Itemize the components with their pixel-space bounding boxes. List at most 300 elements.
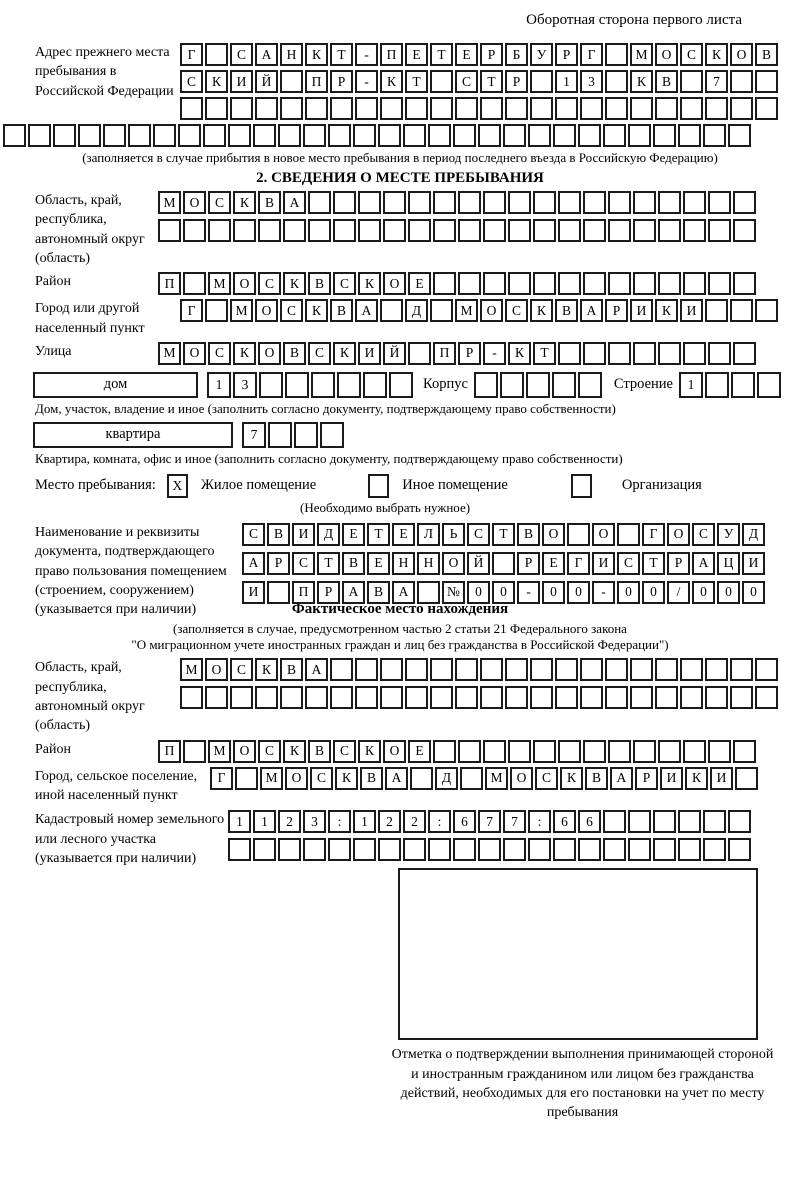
char-box[interactable] <box>605 97 628 120</box>
char-box[interactable]: И <box>358 342 381 365</box>
char-box[interactable] <box>633 740 656 763</box>
char-box[interactable]: С <box>333 272 356 295</box>
char-box[interactable] <box>628 838 651 861</box>
char-box[interactable] <box>733 272 756 295</box>
char-box[interactable]: 2 <box>278 810 301 833</box>
char-box[interactable] <box>267 581 290 604</box>
char-box[interactable] <box>235 767 258 790</box>
char-box[interactable] <box>408 342 431 365</box>
char-box[interactable] <box>708 272 731 295</box>
char-box[interactable] <box>505 97 528 120</box>
char-box[interactable] <box>405 686 428 709</box>
char-box[interactable] <box>705 372 729 398</box>
char-box[interactable]: К <box>255 658 278 681</box>
char-box[interactable] <box>630 686 653 709</box>
char-box[interactable]: Е <box>542 552 565 575</box>
char-box[interactable] <box>328 838 351 861</box>
char-box[interactable]: Г <box>180 43 203 66</box>
char-box[interactable] <box>355 97 378 120</box>
char-box[interactable]: Т <box>492 523 515 546</box>
char-box[interactable] <box>678 838 701 861</box>
char-box[interactable]: 3 <box>233 372 257 398</box>
char-box[interactable] <box>378 124 401 147</box>
char-box[interactable] <box>453 124 476 147</box>
char-box[interactable]: О <box>233 740 256 763</box>
char-box[interactable]: Й <box>255 70 278 93</box>
char-box[interactable] <box>3 124 26 147</box>
char-box[interactable]: С <box>535 767 558 790</box>
char-box[interactable]: 1 <box>353 810 376 833</box>
char-box[interactable] <box>158 219 181 242</box>
char-box[interactable] <box>683 740 706 763</box>
char-box[interactable] <box>755 299 778 322</box>
char-box[interactable] <box>730 70 753 93</box>
char-box[interactable]: Е <box>342 523 365 546</box>
char-box[interactable]: А <box>255 43 278 66</box>
char-box[interactable]: Р <box>317 581 340 604</box>
char-box[interactable] <box>205 97 228 120</box>
char-box[interactable] <box>533 272 556 295</box>
char-box[interactable]: К <box>705 43 728 66</box>
char-box[interactable]: В <box>342 552 365 575</box>
char-box[interactable] <box>628 810 651 833</box>
char-box[interactable]: В <box>308 740 331 763</box>
char-box[interactable]: К <box>685 767 708 790</box>
char-box[interactable] <box>380 299 403 322</box>
char-box[interactable] <box>555 658 578 681</box>
char-box[interactable] <box>480 97 503 120</box>
char-box[interactable]: В <box>360 767 383 790</box>
char-box[interactable]: А <box>283 191 306 214</box>
char-box[interactable] <box>228 838 251 861</box>
char-box[interactable]: К <box>358 272 381 295</box>
char-box[interactable] <box>363 372 387 398</box>
char-box[interactable]: 0 <box>467 581 490 604</box>
char-box[interactable]: 6 <box>578 810 601 833</box>
char-box[interactable] <box>353 838 376 861</box>
char-box[interactable]: Е <box>455 43 478 66</box>
char-box[interactable]: Т <box>480 70 503 93</box>
char-box[interactable] <box>578 838 601 861</box>
char-box[interactable]: К <box>283 272 306 295</box>
char-box[interactable] <box>233 219 256 242</box>
char-box[interactable]: К <box>358 740 381 763</box>
char-box[interactable] <box>735 767 758 790</box>
char-box[interactable]: Ц <box>717 552 740 575</box>
char-box[interactable]: С <box>310 767 333 790</box>
char-box[interactable]: А <box>355 299 378 322</box>
char-box[interactable] <box>678 124 701 147</box>
char-box[interactable] <box>708 191 731 214</box>
char-box[interactable]: С <box>208 342 231 365</box>
char-box[interactable] <box>320 422 344 448</box>
char-box[interactable]: О <box>667 523 690 546</box>
char-box[interactable]: В <box>280 658 303 681</box>
char-box[interactable]: Д <box>742 523 765 546</box>
char-box[interactable]: О <box>480 299 503 322</box>
char-box[interactable]: Р <box>605 299 628 322</box>
char-box[interactable]: В <box>517 523 540 546</box>
char-box[interactable]: Т <box>367 523 390 546</box>
char-box[interactable] <box>328 124 351 147</box>
char-box[interactable] <box>705 97 728 120</box>
char-box[interactable] <box>508 740 531 763</box>
char-box[interactable]: - <box>355 43 378 66</box>
char-box[interactable] <box>533 219 556 242</box>
char-box[interactable]: К <box>333 342 356 365</box>
char-box[interactable]: Н <box>280 43 303 66</box>
char-box[interactable] <box>455 658 478 681</box>
char-box[interactable] <box>583 219 606 242</box>
char-box[interactable] <box>430 658 453 681</box>
char-box[interactable]: Е <box>392 523 415 546</box>
char-box[interactable] <box>683 219 706 242</box>
char-box[interactable] <box>683 342 706 365</box>
char-box[interactable]: С <box>230 43 253 66</box>
char-box[interactable] <box>358 219 381 242</box>
dom-value-box[interactable]: дом <box>33 372 198 398</box>
char-box[interactable]: И <box>242 581 265 604</box>
char-box[interactable] <box>603 124 626 147</box>
char-box[interactable] <box>730 299 753 322</box>
char-box[interactable]: С <box>180 70 203 93</box>
char-box[interactable] <box>305 97 328 120</box>
char-box[interactable] <box>483 191 506 214</box>
char-box[interactable]: О <box>730 43 753 66</box>
char-box[interactable]: В <box>655 70 678 93</box>
char-box[interactable] <box>505 658 528 681</box>
char-box[interactable] <box>555 97 578 120</box>
char-box[interactable] <box>708 740 731 763</box>
char-box[interactable] <box>460 767 483 790</box>
char-box[interactable] <box>433 219 456 242</box>
char-box[interactable]: О <box>255 299 278 322</box>
char-box[interactable] <box>508 272 531 295</box>
char-box[interactable]: М <box>485 767 508 790</box>
char-box[interactable]: 3 <box>580 70 603 93</box>
char-box[interactable]: 2 <box>378 810 401 833</box>
char-box[interactable] <box>410 767 433 790</box>
char-box[interactable] <box>230 686 253 709</box>
char-box[interactable]: С <box>258 740 281 763</box>
char-box[interactable]: К <box>508 342 531 365</box>
char-box[interactable] <box>658 191 681 214</box>
char-box[interactable] <box>433 191 456 214</box>
char-box[interactable] <box>608 191 631 214</box>
char-box[interactable] <box>583 272 606 295</box>
char-box[interactable] <box>430 686 453 709</box>
char-box[interactable] <box>633 272 656 295</box>
char-box[interactable]: Р <box>667 552 690 575</box>
char-box[interactable] <box>552 372 576 398</box>
char-box[interactable] <box>430 97 453 120</box>
char-box[interactable] <box>433 272 456 295</box>
char-box[interactable] <box>655 658 678 681</box>
char-box[interactable] <box>558 191 581 214</box>
char-box[interactable]: В <box>267 523 290 546</box>
char-box[interactable]: Р <box>517 552 540 575</box>
char-box[interactable]: К <box>283 740 306 763</box>
char-box[interactable] <box>633 219 656 242</box>
char-box[interactable] <box>230 97 253 120</box>
char-box[interactable]: С <box>505 299 528 322</box>
char-box[interactable]: П <box>380 43 403 66</box>
char-box[interactable] <box>458 272 481 295</box>
char-box[interactable] <box>530 70 553 93</box>
char-box[interactable] <box>755 686 778 709</box>
char-box[interactable] <box>678 810 701 833</box>
char-box[interactable]: 0 <box>742 581 765 604</box>
char-box[interactable]: О <box>285 767 308 790</box>
char-box[interactable] <box>53 124 76 147</box>
char-box[interactable] <box>528 838 551 861</box>
char-box[interactable] <box>653 810 676 833</box>
char-box[interactable]: С <box>292 552 315 575</box>
char-box[interactable] <box>183 272 206 295</box>
char-box[interactable]: М <box>208 740 231 763</box>
char-box[interactable] <box>608 219 631 242</box>
char-box[interactable] <box>558 219 581 242</box>
char-box[interactable] <box>658 219 681 242</box>
char-box[interactable] <box>680 97 703 120</box>
char-box[interactable]: : <box>328 810 351 833</box>
char-box[interactable]: 7 <box>503 810 526 833</box>
char-box[interactable]: Т <box>405 70 428 93</box>
char-box[interactable] <box>733 740 756 763</box>
char-box[interactable]: 0 <box>542 581 565 604</box>
char-box[interactable]: М <box>180 658 203 681</box>
char-box[interactable] <box>259 372 283 398</box>
char-box[interactable]: 1 <box>228 810 251 833</box>
char-box[interactable] <box>605 686 628 709</box>
char-box[interactable]: О <box>205 658 228 681</box>
char-box[interactable]: М <box>630 43 653 66</box>
char-box[interactable]: - <box>592 581 615 604</box>
char-box[interactable]: К <box>233 342 256 365</box>
char-box[interactable] <box>417 581 440 604</box>
char-box[interactable]: М <box>158 342 181 365</box>
char-box[interactable] <box>757 372 781 398</box>
char-box[interactable] <box>608 740 631 763</box>
char-box[interactable]: В <box>555 299 578 322</box>
char-box[interactable]: К <box>335 767 358 790</box>
char-box[interactable]: Е <box>408 740 431 763</box>
char-box[interactable] <box>731 372 755 398</box>
char-box[interactable] <box>405 97 428 120</box>
char-box[interactable] <box>380 686 403 709</box>
char-box[interactable] <box>505 686 528 709</box>
char-box[interactable] <box>205 299 228 322</box>
char-box[interactable]: 1 <box>253 810 276 833</box>
char-box[interactable] <box>180 97 203 120</box>
char-box[interactable] <box>255 686 278 709</box>
char-box[interactable]: А <box>392 581 415 604</box>
char-box[interactable] <box>480 658 503 681</box>
char-box[interactable]: М <box>230 299 253 322</box>
char-box[interactable] <box>474 372 498 398</box>
char-box[interactable] <box>503 838 526 861</box>
char-box[interactable] <box>503 124 526 147</box>
char-box[interactable] <box>728 838 751 861</box>
char-box[interactable] <box>708 219 731 242</box>
char-box[interactable]: Г <box>567 552 590 575</box>
char-box[interactable]: В <box>585 767 608 790</box>
char-box[interactable] <box>583 342 606 365</box>
char-box[interactable] <box>703 810 726 833</box>
char-box[interactable]: : <box>528 810 551 833</box>
char-box[interactable] <box>255 97 278 120</box>
char-box[interactable] <box>580 686 603 709</box>
char-box[interactable] <box>608 272 631 295</box>
char-box[interactable] <box>583 191 606 214</box>
char-box[interactable]: К <box>530 299 553 322</box>
char-box[interactable] <box>500 372 524 398</box>
char-box[interactable]: Е <box>405 43 428 66</box>
kvartira-value-box[interactable]: квартира <box>33 422 233 448</box>
char-box[interactable] <box>428 838 451 861</box>
char-box[interactable]: А <box>692 552 715 575</box>
char-box[interactable]: Р <box>458 342 481 365</box>
char-box[interactable] <box>583 740 606 763</box>
char-box[interactable] <box>630 97 653 120</box>
char-box[interactable] <box>128 124 151 147</box>
char-box[interactable]: 1 <box>679 372 703 398</box>
char-box[interactable] <box>408 191 431 214</box>
char-box[interactable]: П <box>158 740 181 763</box>
char-box[interactable] <box>389 372 413 398</box>
char-box[interactable] <box>628 124 651 147</box>
char-box[interactable]: Й <box>383 342 406 365</box>
char-box[interactable]: Р <box>267 552 290 575</box>
char-box[interactable] <box>380 97 403 120</box>
char-box[interactable] <box>258 219 281 242</box>
char-box[interactable]: М <box>158 191 181 214</box>
char-box[interactable] <box>368 474 389 498</box>
char-box[interactable] <box>733 191 756 214</box>
char-box[interactable]: А <box>242 552 265 575</box>
char-box[interactable]: Т <box>642 552 665 575</box>
char-box[interactable]: А <box>385 767 408 790</box>
char-box[interactable] <box>280 97 303 120</box>
char-box[interactable]: 0 <box>492 581 515 604</box>
char-box[interactable] <box>483 272 506 295</box>
char-box[interactable]: 7 <box>242 422 266 448</box>
char-box[interactable]: 6 <box>553 810 576 833</box>
char-box[interactable] <box>630 658 653 681</box>
char-box[interactable]: Д <box>317 523 340 546</box>
char-box[interactable]: 3 <box>303 810 326 833</box>
char-box[interactable] <box>403 124 426 147</box>
char-box[interactable]: С <box>333 740 356 763</box>
char-box[interactable]: М <box>208 272 231 295</box>
char-box[interactable]: И <box>592 552 615 575</box>
char-box[interactable]: Т <box>430 43 453 66</box>
char-box[interactable]: К <box>205 70 228 93</box>
char-box[interactable]: 7 <box>478 810 501 833</box>
char-box[interactable] <box>730 686 753 709</box>
char-box[interactable] <box>308 191 331 214</box>
char-box[interactable] <box>705 658 728 681</box>
char-box[interactable]: С <box>208 191 231 214</box>
char-box[interactable] <box>571 474 592 498</box>
char-box[interactable] <box>483 219 506 242</box>
char-box[interactable]: К <box>560 767 583 790</box>
char-box[interactable] <box>580 97 603 120</box>
char-box[interactable]: И <box>710 767 733 790</box>
char-box[interactable]: Р <box>555 43 578 66</box>
char-box[interactable] <box>755 97 778 120</box>
char-box[interactable] <box>428 124 451 147</box>
char-box[interactable] <box>337 372 361 398</box>
char-box[interactable]: О <box>183 342 206 365</box>
char-box[interactable]: К <box>380 70 403 93</box>
char-box[interactable]: Й <box>467 552 490 575</box>
char-box[interactable]: О <box>442 552 465 575</box>
char-box[interactable]: И <box>230 70 253 93</box>
char-box[interactable] <box>705 299 728 322</box>
char-box[interactable] <box>305 686 328 709</box>
char-box[interactable]: С <box>230 658 253 681</box>
char-box[interactable] <box>580 658 603 681</box>
char-box[interactable] <box>578 124 601 147</box>
char-box[interactable] <box>278 838 301 861</box>
char-box[interactable]: Г <box>210 767 233 790</box>
char-box[interactable] <box>383 219 406 242</box>
char-box[interactable] <box>558 272 581 295</box>
char-box[interactable] <box>405 658 428 681</box>
char-box[interactable]: - <box>355 70 378 93</box>
char-box[interactable] <box>294 422 318 448</box>
char-box[interactable] <box>533 191 556 214</box>
char-box[interactable]: Л <box>417 523 440 546</box>
char-box[interactable] <box>658 272 681 295</box>
char-box[interactable] <box>558 740 581 763</box>
char-box[interactable] <box>205 43 228 66</box>
char-box[interactable]: Б <box>505 43 528 66</box>
char-box[interactable]: - <box>483 342 506 365</box>
char-box[interactable] <box>458 191 481 214</box>
char-box[interactable] <box>330 686 353 709</box>
char-box[interactable] <box>617 523 640 546</box>
char-box[interactable]: 1 <box>207 372 231 398</box>
char-box[interactable] <box>253 124 276 147</box>
char-box[interactable]: - <box>517 581 540 604</box>
char-box[interactable]: В <box>755 43 778 66</box>
char-box[interactable]: Е <box>408 272 431 295</box>
char-box[interactable]: И <box>630 299 653 322</box>
char-box[interactable]: А <box>610 767 633 790</box>
char-box[interactable] <box>733 342 756 365</box>
char-box[interactable]: Р <box>505 70 528 93</box>
char-box[interactable] <box>633 191 656 214</box>
char-box[interactable]: П <box>305 70 328 93</box>
char-box[interactable]: С <box>467 523 490 546</box>
char-box[interactable]: С <box>242 523 265 546</box>
char-box[interactable]: К <box>630 70 653 93</box>
char-box[interactable] <box>658 342 681 365</box>
char-box[interactable] <box>653 124 676 147</box>
char-box[interactable]: В <box>258 191 281 214</box>
char-box[interactable] <box>533 740 556 763</box>
char-box[interactable] <box>558 342 581 365</box>
char-box[interactable] <box>433 740 456 763</box>
char-box[interactable] <box>455 97 478 120</box>
char-box[interactable]: / <box>667 581 690 604</box>
char-box[interactable]: Н <box>417 552 440 575</box>
char-box[interactable]: И <box>742 552 765 575</box>
char-box[interactable]: С <box>692 523 715 546</box>
char-box[interactable]: Д <box>435 767 458 790</box>
